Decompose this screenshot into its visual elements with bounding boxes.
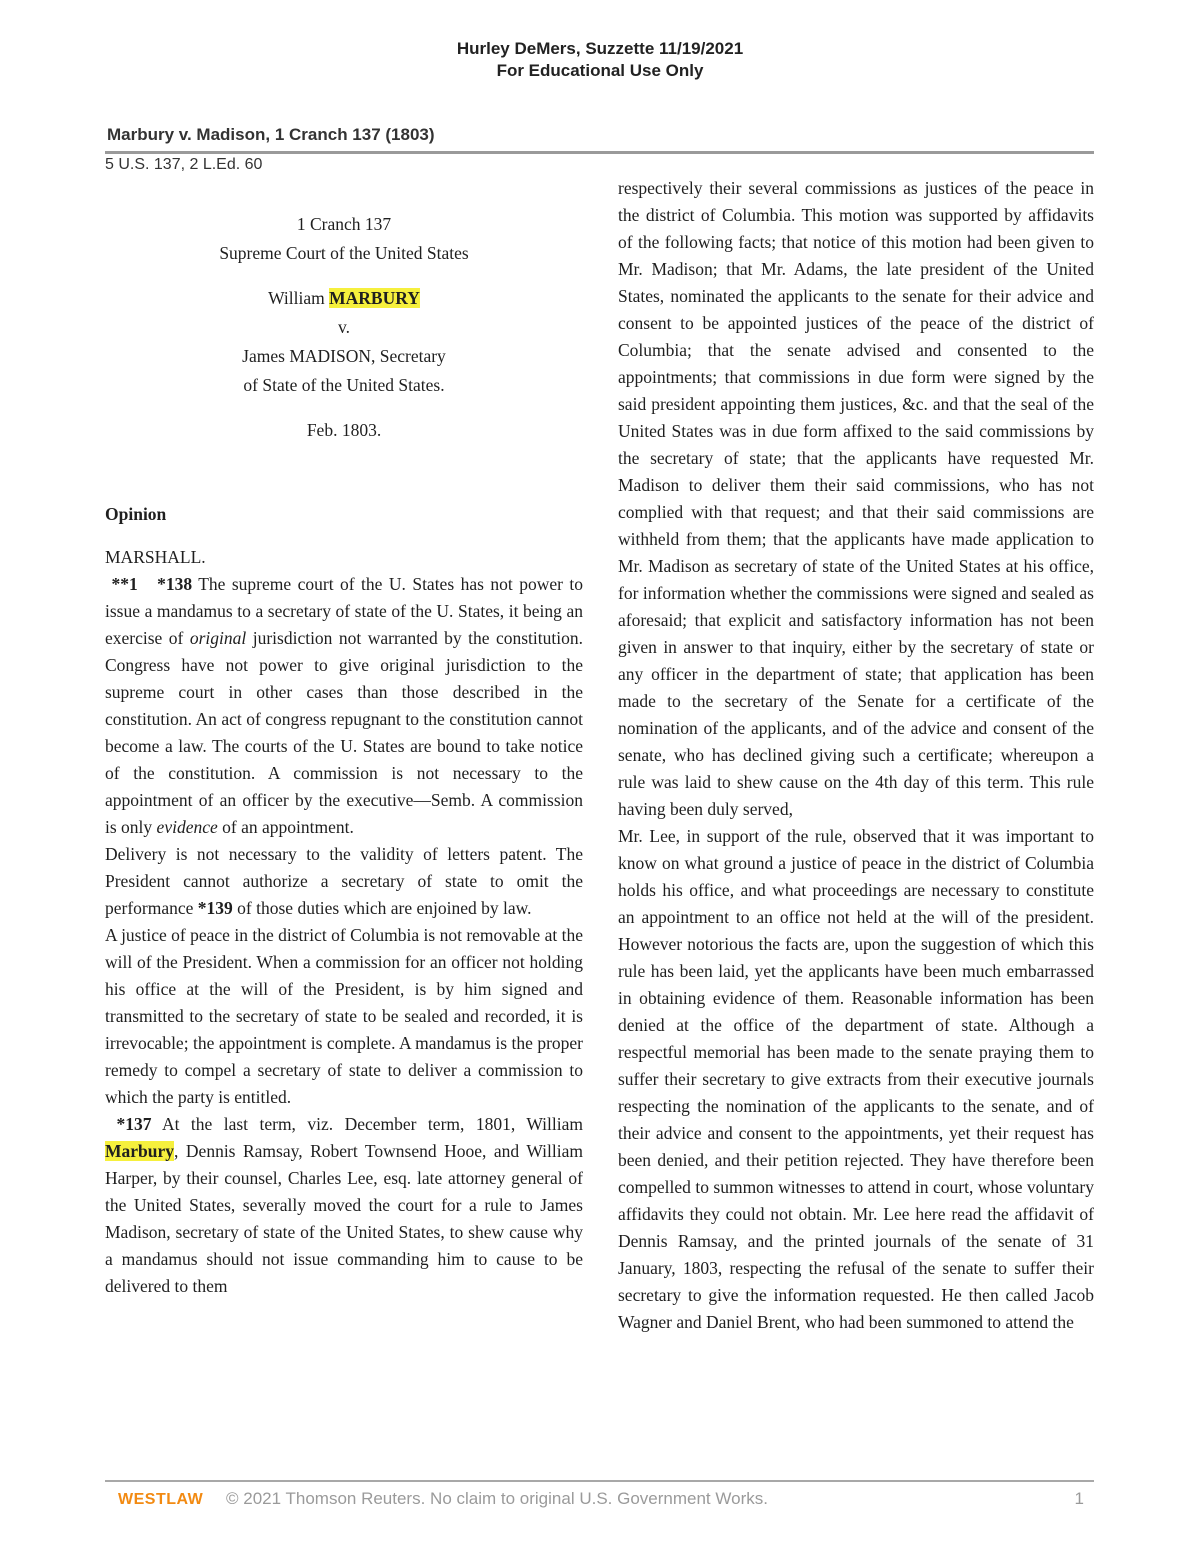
headnote-paragraph-1: **1 *138 The supreme court of the U. States has not power to issue a mandamus to a secretary of state of the U. States, it being an exercise of original jurisdiction not warranted by the constitution. Congress have not power to give original jurisdiction to the supreme court in other cases than those described in the constitution. An act of congress repugnant to the constitution cannot become a law. The courts of the U. States are bound to take notice of the constitution. A commission is not necessary to the appointment of an officer by the executive—Semb. A commission is only evidence of an appointment. <box>105 574 583 837</box>
header-notice: For Educational Use Only <box>496 61 704 80</box>
star-page-137[interactable]: *137 <box>116 1114 152 1134</box>
defendant-line-1: James MADISON, Secretary <box>242 346 446 366</box>
decision-date: Feb. 1803. <box>306 420 382 440</box>
opinion-paragraph-2: respectively their several commissions as justices of the peace in the district of Columbia. This motion was supported by affidavits of the following facts; that notice of this motion had been given to Mr. Madison; that Mr. Adams, the late president of the United States, nominated the applicants to the senate for their advice and consent to be appointed justices of the peace of the district of Columbia; that the senate advised and consented to the appointments; that commissions in due form were signed by the said president appointing them justices, &c. and that the seal of the United States was in due form affixed to the said commissions by the secretary of state; that the applicants have requested Mr. Madison to deliver them their said commissions, who has not complied with that request; and that their said commissions are withheld from them; that the applicants have made application to Mr. Madison as secretary of state of the United States at his office, for information whether the commissions were signed and sealed as aforesaid; that explicit and satisfactory information has not been given in answer to that inquiry, either by the secretary of state or any officer in the department of state; that application has been made to the secretary of the Senate for a certificate of the nomination of the applicants, and of the advice and consent of the senate, who has declined giving such a certificate; whereupon a rule was laid to shew cause on the 4th day of this term. This rule having been duly served, <box>618 178 1094 819</box>
opinion-author: MARSHALL. <box>105 547 206 567</box>
parallel-citation: 5 U.S. 137, 2 L.Ed. 60 <box>105 156 263 173</box>
left-column <box>105 210 583 1300</box>
plaintiff-name: William MARBURY <box>268 288 420 308</box>
search-term-highlight: Marbury <box>105 1141 175 1161</box>
reporter-citation: 1 Cranch 137 <box>296 214 392 234</box>
header-user-date: Hurley DeMers, Suzzette 11/19/2021 <box>456 39 744 58</box>
opinion-paragraph-1: *137 At the last term, viz. December term, 1801, William Marbury, Dennis Ramsay, Robert Townsend Hooe, and William Harper, by their counsel, Charles Lee, esq. late attorney general of the United States, severally moved the court for a rule to James Madison, secretary of state of the United States, to shew cause why a mandamus should not issue commanding him to cause to be delivered to them <box>105 1114 583 1296</box>
opinion-paragraph-3: Mr. Lee, in support of the rule, observed that it was important to know on what ground a justice of peace in the district of Columbia holds his office, and what proceedings are necessary to constitute an appointment to an office not held at the will of the president. However notorious the facts are, upon the suggestion of which this rule has been laid, yet the applicants have been much embarrassed in obtaining evidence of them. Reasonable information has been denied at the office of the department of state. Although a respectful memorial has been made to the senate praying them to suffer their secretary to give extracts from their executive journals respecting the nomination of the applicants to the senate, and of their advice and consent to the appointments, yet their request has been denied, and their petition rejected. They have therefore been compelled to summon witnesses to attend in court, whose voluntary affidavits they could not obtain. Mr. Lee here read the affidavit of Dennis Ramsay, and the printed journals of the senate of 31 January, 1803, respecting the refusal of the senate to suffer their secretary to give the information requested. He then called Jacob Wagner and Daniel Brent, who had been summoned to attend the <box>618 826 1094 1332</box>
right-column <box>618 175 1094 1336</box>
footer-divider <box>105 1480 1094 1482</box>
search-term-highlight: MARBURY <box>329 288 420 308</box>
page-number: 1 <box>1074 1489 1084 1508</box>
star-page-138[interactable]: *138 <box>157 574 193 594</box>
document-title: Marbury v. Madison, 1 Cranch 137 (1803) <box>107 125 435 144</box>
court-name: Supreme Court of the United States <box>219 243 469 263</box>
headnote-paragraph-2: Delivery is not necessary to the validity of letters patent. The President cannot authorize a secretary of state to omit the performance *139 of those duties which are enjoined by law. <box>105 844 583 918</box>
footer <box>118 1489 1088 1513</box>
defendant-line-2: of State of the United States. <box>243 375 445 395</box>
westlaw-logo: WESTLAW <box>118 1491 204 1508</box>
opinion-heading: Opinion <box>105 504 167 524</box>
case-caption <box>105 210 583 445</box>
versus: v. <box>338 317 350 337</box>
copyright-notice: © 2021 Thomson Reuters. No claim to original U.S. Government Works. <box>226 1489 768 1508</box>
star-page-139[interactable]: *139 <box>197 898 233 918</box>
headnote-paragraph-3: A justice of peace in the district of Columbia is not removable at the will of the President. When a commission for an officer not holding his office at the will of the President, is by him signed and transmitted to the secretary of state to be sealed and recorded, it is irrevocable; the appointment is complete. A mandamus is the proper remedy to compel a secretary of state to deliver a commission to which the party is entitled. <box>105 925 583 1107</box>
star-page-1[interactable]: **1 <box>111 574 138 594</box>
header-divider <box>105 151 1094 154</box>
